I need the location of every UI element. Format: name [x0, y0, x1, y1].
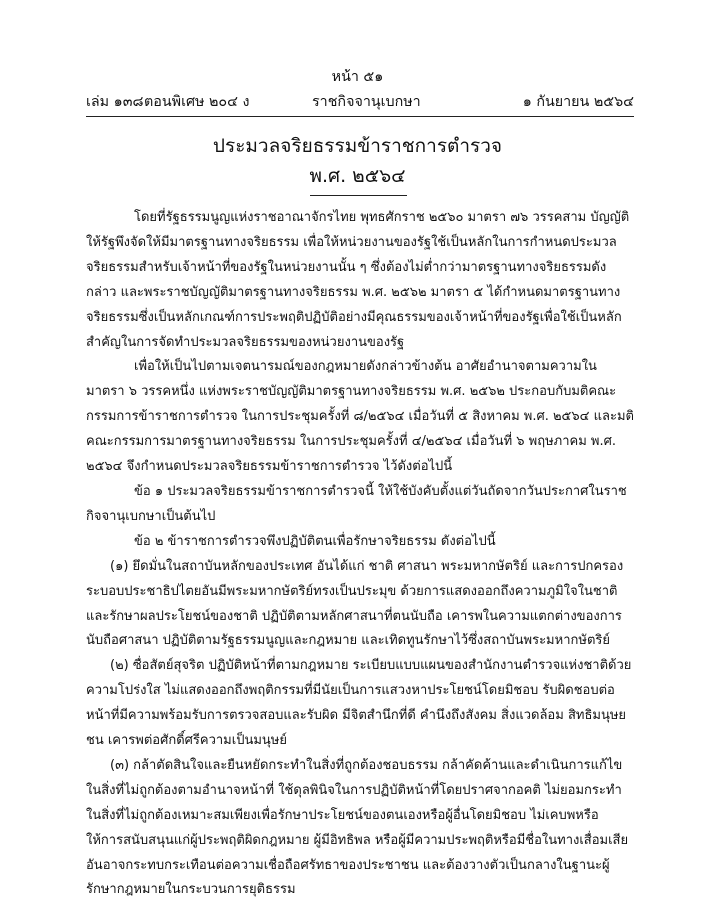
volume-label: เล่ม ๑๓๘ [86, 94, 144, 110]
publication-date: ๑ กันยายน ๒๕๖๔ [522, 94, 634, 110]
document-year: พ.ศ. ๒๕๖๔ [309, 165, 406, 187]
gazette-header [86, 91, 634, 113]
document-body [86, 206, 634, 903]
authority-paragraph: เพื่อให้เป็นไปตามเจตนารมณ์ของกฎหมายดังกล่าวข้างต้น อาศัยอำนาจตามความในมาตรา ๖ วรรคหนึ่ง แห่งพระราชบัญญัติมาตรฐานทางจริยธรรม พ.ศ. ๒๕๖๒ ประกอบกับมติคณะกรรมการข้าราชการตำรวจ ในการประชุมครั้งที่ ๘/๒๕๖๔ เมื่อวันที่ ๕ สิงหาคม พ.ศ. ๒๕๖๔ และมติคณะกรรมการมาตรฐานทางจริยธรรม ในการประชุมครั้งที่ ๔/๒๕๖๔ เมื่อวันที่ ๖ พฤษภาคม พ.ศ. ๒๕๖๔ จึงกำหนดประมวลจริยธรรมข้าราชการตำรวจ ไว้ดังต่อไปนี้ [86, 359, 634, 475]
clause-2-item-2: (๒) ซื่อสัตย์สุจริต ปฏิบัติหน้าที่ตามกฎหมาย ระเบียบแบบแผนของสำนักงานตำรวจแห่งชาติด้วยความโปร่งใส ไม่แสดงออกถึงพฤติกรรมที่มีนัยเป็นการแสวงหาประโยชน์โดยมิชอบ รับผิดชอบต่อหน้าที่มีความพร้อมรับการตรวจสอบและรับผิด มีจิตสำนึกที่ดี คำนึงถึงสังคม สิ่งแวดล้อม สิทธิมนุษยชน เคารพต่อศักดิ์ศรีความเป็นมนุษย์ [86, 658, 632, 749]
clause-2: ข้อ ๒ ข้าราชการตำรวจพึงปฏิบัติตนเพื่อรักษาจริยธรรม ดังต่อไปนี้ [134, 533, 496, 549]
section-label: ตอนพิเศษ ๒๐๔ ง [144, 94, 250, 110]
header-divider [86, 116, 634, 117]
clause-2-item-3: (๓) กล้าตัดสินใจและยืนหยัดกระทำในสิ่งที่ถูกต้องชอบธรรม กล้าคัดค้านและดำเนินการแก้ไขในสิ่งที่ไม่ถูกต้องตามอำนาจหน้าที่ ใช้ดุลพินิจในการปฏิบัติหน้าที่โดยปราศจากอคติ ไม่ยอมกระทำในสิ่งที่ไม่ถูกต้องเหมาะสมเพียงเพื่อรักษาประโยชน์ของตนเองหรือผู้อื่นโดยมิชอบ ไม่เคบพหรือให้การสนับสนุนแก่ผู้ประพฤติผิดกฎหมาย ผู้มีอิทธิพล หรือผู้มีความประพฤติหรือมีชื่อในทางเสื่อมเสีย อันอาจกระทบกระเทือนต่อความเชื่อถือศรัทธาของประชาชน และต้องวางตัวเป็นกลางในฐานะผู้รักษากฎหมายในกระบวนการยุติธรรม [86, 757, 629, 898]
title-divider [310, 195, 407, 196]
clause-2-item-1: (๑) ยึดมั่นในสถาบันหลักของประเทศ อันได้แก่ ชาติ ศาสนา พระมหากษัตริย์ และการปกครองระบอบประชาธิปไตยอันมีพระมหากษัตริย์ทรงเป็นประมุข ด้วยการแสดงออกถึงความภูมิใจในชาติ และรักษาผลประโยชน์ของชาติ ปฏิบัติตามหลักศาสนาที่ตนนับถือ เคารพในความแตกต่างของการนับถือศาสนา ปฏิบัติตามรัฐธรรมนูญและกฎหมาย และเทิดทูนรักษาไว้ซึ่งสถาบันพระมหากษัตริย์ [86, 558, 624, 649]
gazette-name: ราชกิจจานุเบกษา [312, 94, 421, 110]
clause-1: ข้อ ๑ ประมวลจริยธรรมข้าราชการตำรวจนี้ ให้ใช้บังคับตั้งแต่วันถัดจากวันประกาศในราชกิจจานุเบกษาเป็นต้นไป [86, 483, 627, 524]
page-number: หน้า ๕๑ [331, 69, 384, 85]
document-title: ประมวลจริยธรรมข้าราชการตำรวจ [212, 135, 503, 157]
preamble-paragraph: โดยที่รัฐธรรมนูญแห่งราชอาณาจักรไทย พุทธศักราช ๒๕๖๐ มาตรา ๗๖ วรรคสาม บัญญัติให้รัฐพึงจัดให้มีมาตรฐานทางจริยธรรม เพื่อให้หน่วยงานของรัฐใช้เป็นหลักในการกำหนดประมวลจริยธรรมสำหรับเจ้าหน้าที่ของรัฐในหน่วยงานนั้น ๆ ซึ่งต้องไม่ต่ำกว่ามาตรฐานทางจริยธรรมดังกล่าว และพระราชบัญญัติมาตรฐานทางจริยธรรม พ.ศ. ๒๕๖๒ มาตรา ๕ ได้กำหนดมาตรฐานทางจริยธรรมซึ่งเป็นหลักเกณฑ์การประพฤติปฏิบัติอย่างมีคุณธรรมของเจ้าหน้าที่ของรัฐเพื่อใช้เป็นหลักสำคัญในการจัดทำประมวลจริยธรรมของหน่วยงานของรัฐ [86, 210, 630, 350]
